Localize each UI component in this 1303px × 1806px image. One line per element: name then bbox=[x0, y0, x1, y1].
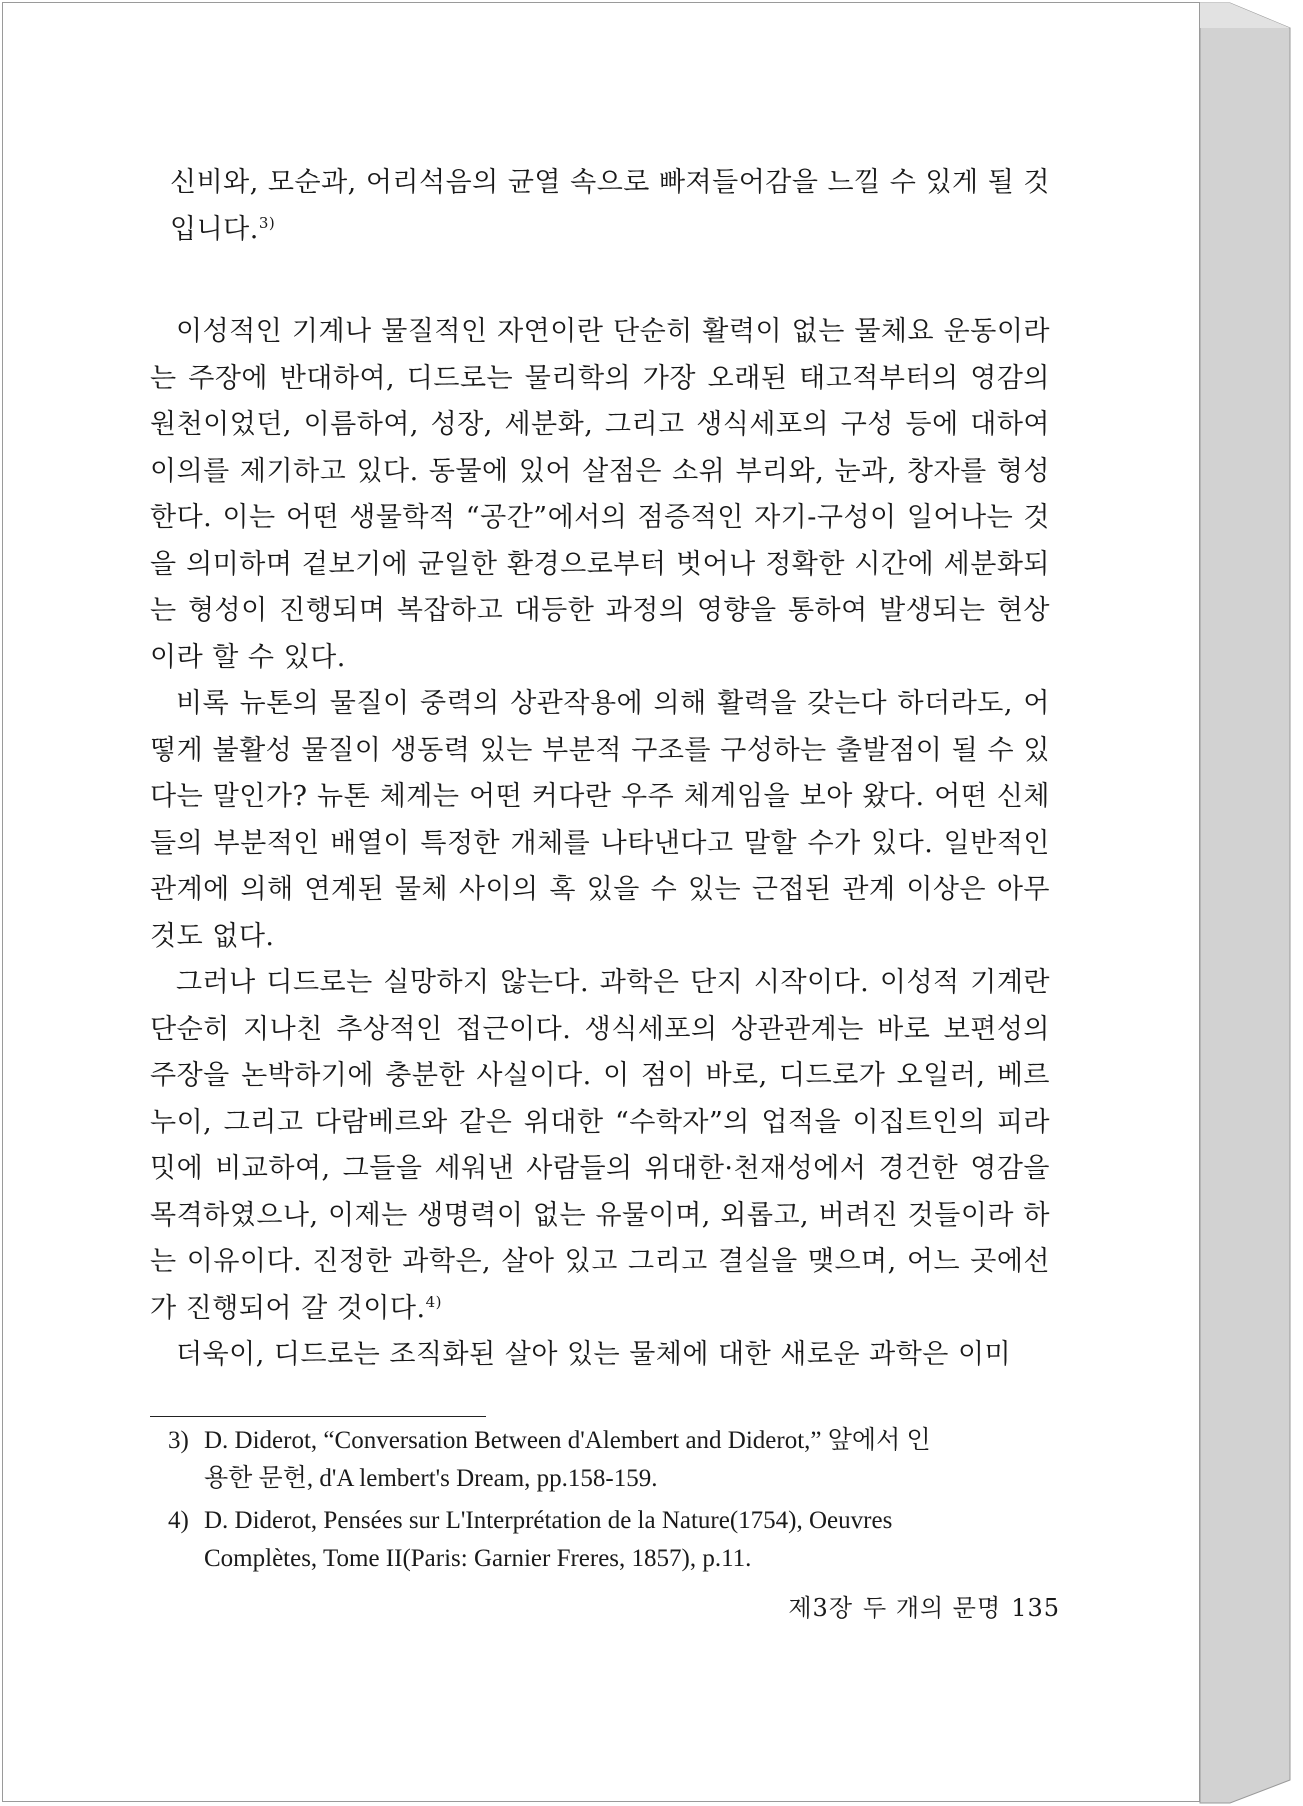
footnote-marker: 4) bbox=[425, 1292, 442, 1311]
footnote-marker: 3) bbox=[258, 213, 276, 232]
footnotes bbox=[168, 1422, 1054, 1582]
footnote-rule bbox=[150, 1416, 486, 1417]
running-footer bbox=[760, 1588, 1060, 1623]
paragraph-1: 이성적인 기계나 물질적인 자연이란 단순히 활력이 없는 물체요 운동이라는 주장에 반대하여, 디드로는 물리학의 가장 오래된 태고적부터의 영감의 원천이었던, 이름하여, 성장, 세분화, 그리고 생식세포의 구성 등에 대하여 이의를 제기하고 있다. 동물에 있어 살점은 소위 부리와, 눈과, 창자를 형성한다. 이는 어떤 생물학적 “공간”에서의 점증적인 자기-구성이 일어나는 것을 의미하며 겉보기에 균일한 환경으로부터 벗어나 정확한 시간에 세분화되는 형성이 진행되며 복잡하고 대등한 과정의 영향을 통하여 발생되는 현상이라 할 수 있다. bbox=[150, 316, 1050, 673]
footnote-number: 3) bbox=[168, 1427, 189, 1454]
paragraph-4: 더욱이, 디드로는 조직화된 살아 있는 물체에 대한 새로운 과학은 이미 bbox=[176, 1339, 1012, 1370]
footnote-3 bbox=[168, 1422, 1054, 1498]
chapter-label: 제3장 bbox=[788, 1594, 853, 1622]
footnote-line: D. Diderot, “Conversation Between d'Alembert and Diderot,” 앞에서 인 bbox=[204, 1427, 931, 1454]
footnote-line: D. Diderot, Pensées sur L'Interprétation de la Nature(1754), Oeuvres bbox=[204, 1507, 893, 1534]
footnote-number: 4) bbox=[168, 1507, 189, 1534]
page-number: 135 bbox=[1011, 1594, 1060, 1622]
page-body bbox=[150, 160, 1050, 1379]
footnote-4 bbox=[168, 1502, 1054, 1578]
paragraph-2: 비록 뉴톤의 물질이 중력의 상관작용에 의해 활력을 갖는다 하더라도, 어떻게 불활성 물질이 생동력 있는 부분적 구조를 구성하는 출발점이 될 수 있다는 말인가? 뉴톤 체계는 어떤 커다란 우주 체계임을 보아 왔다. 어떤 신체들의 부분적인 배열이 특정한 개체를 나타낸다고 말할 수가 있다. 일반적인 관계에 의해 연계된 물체 사이의 혹 있을 수 있는 근접된 관계 이상은 아무것도 없다. bbox=[150, 688, 1050, 952]
chapter-title: 두 개의 문명 bbox=[863, 1594, 1002, 1622]
footnote-line: 용한 문헌, d'A lembert's Dream, pp.158-159. bbox=[204, 1465, 658, 1492]
paragraph-3: 그러나 디드로는 실망하지 않는다. 과학은 단지 시작이다. 이성적 기계란 단순히 지나친 추상적인 접근이다. 생식세포의 상관관계는 바로 보편성의 주장을 논박하기에 충분한 사실이다. 이 점이 바로, 디드로가 오일러, 베르누이, 그리고 다람베르와 같은 위대한 “수학자”의 업적을 이집트인의 피라밋에 비교하여, 그들을 세워낸 사람들의 위대한·천재성에서 경건한 영감을 목격하였으나, 이제는 생명력이 없는 유물이며, 외롭고, 버려진 것들이라 하는 이유이다. 진정한 과학은, 살아 있고 그리고 결실을 맺으며, 어느 곳에선가 진행되어 갈 것이다.$^{4)}$ bbox=[150, 967, 1050, 1324]
quote-paragraph: 신비와, 모순과, 어리석음의 균열 속으로 빠져들어감을 느낄 수 있게 될 것입니다.$^{3)}$ bbox=[170, 167, 1050, 245]
footnote-line: Complètes, Tome II(Paris: Garnier Freres, 1857), p.11. bbox=[204, 1545, 752, 1572]
